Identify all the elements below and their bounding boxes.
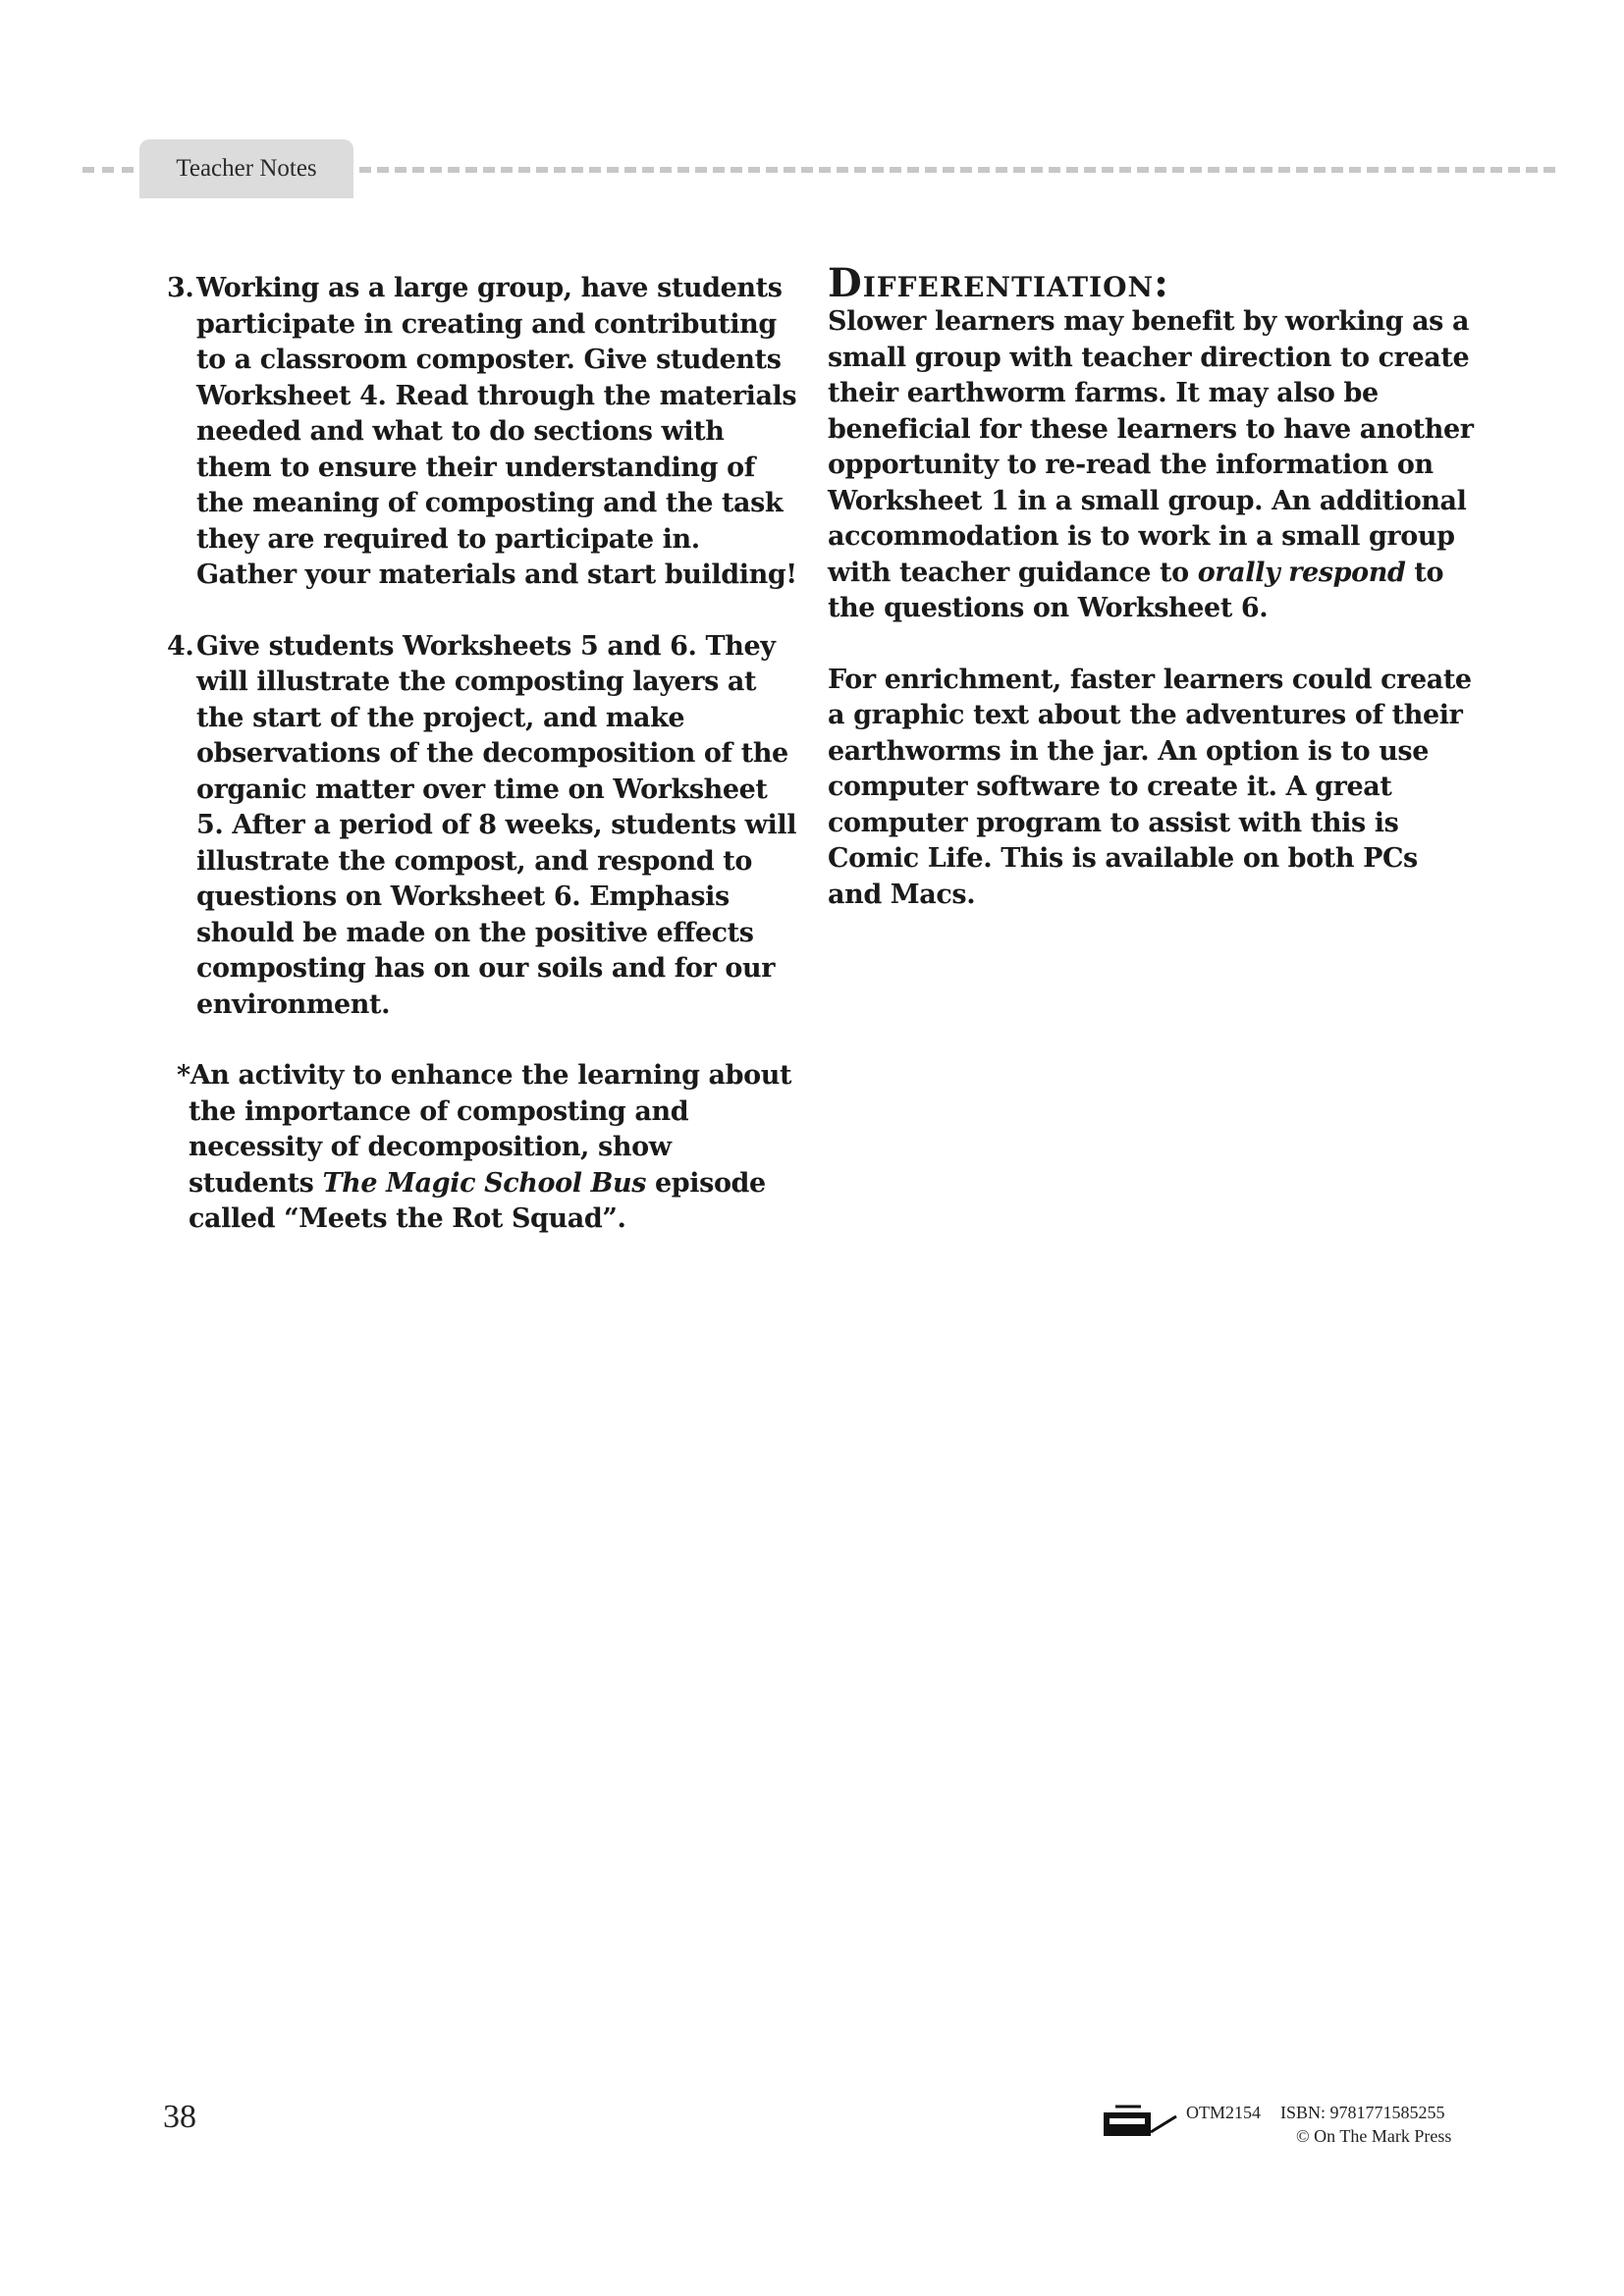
- item-text: Working as a large group, have students participate in creating and contributing to a classroom composter. Give students Worksheet 4. Read through the materials needed and what to do sections with them to ensure their understanding of the meaning of composting and the task they are required to participate in. Gather your materials and start building!: [196, 273, 797, 590]
- para-emphasis: orally respond: [1197, 557, 1406, 588]
- page-header: [82, 139, 1473, 198]
- copyright: © On The Mark Press: [1296, 2126, 1452, 2146]
- para-text: Slower learners may benefit by working as a small group with teacher direction to create their earthworm farms. It may also be beneficial for these learners to have another opportunity to re-read the information on Worksheet 1 in a small group. An additional accommodation is to work in a small group with teacher guidance to: [828, 306, 1474, 588]
- item-text: Give students Worksheets 5 and 6. They will illustrate the composting layers at the start of the project, and make observations of the decomposition of the organic matter over time on Worksheet 5. After a period of 8 weeks, students will illustrate the compost, and respond to questions on Worksheet 6. Emphasis should be made on the positive effects composting has on our soils and for our environment.: [196, 630, 797, 1020]
- enhancement-note: [167, 1058, 801, 1238]
- para-text-end: to the questions on Worksheet 6.: [828, 557, 1444, 623]
- product-code: OTM2154: [1186, 2103, 1261, 2122]
- item-number: 4.: [167, 630, 194, 662]
- differentiation-heading: Differentiation:: [828, 260, 1169, 306]
- enrichment-lead: For enrichment,: [828, 664, 1061, 695]
- header-dash-left: [82, 167, 134, 173]
- teacher-notes-tab: Teacher Notes: [139, 139, 353, 198]
- slower-learners-paragraph: [828, 304, 1476, 627]
- right-column: [828, 260, 1476, 948]
- show-title: The Magic School Bus: [322, 1167, 647, 1199]
- isbn: ISBN: 9781771585255: [1280, 2103, 1445, 2122]
- note-text: *An activity to enhance the learning about the importance of composting and necessity of decomposition, show students: [177, 1060, 792, 1199]
- page-number: 38: [163, 2099, 196, 2135]
- enrichment-text: faster learners could create a graphic text about the adventures of their earthworms in the jar. An option is to use computer software to create it. A great computer program to assist with this is Comic Life. This is available on both PCs and Macs.: [828, 664, 1472, 910]
- enrichment-paragraph: [828, 663, 1476, 914]
- on-the-mark-press-logo-icon: [1102, 2103, 1178, 2142]
- publisher-info: [1186, 2101, 1481, 2148]
- instruction-item-4: [167, 629, 801, 1024]
- instruction-item-3: [167, 271, 801, 594]
- item-number: 3.: [167, 273, 194, 303]
- header-dash-right: [359, 167, 1555, 173]
- publisher-codes: [1186, 2101, 1481, 2124]
- note-text-end: episode called “Meets the Rot Squad”.: [189, 1167, 766, 1234]
- left-column: [167, 271, 801, 1238]
